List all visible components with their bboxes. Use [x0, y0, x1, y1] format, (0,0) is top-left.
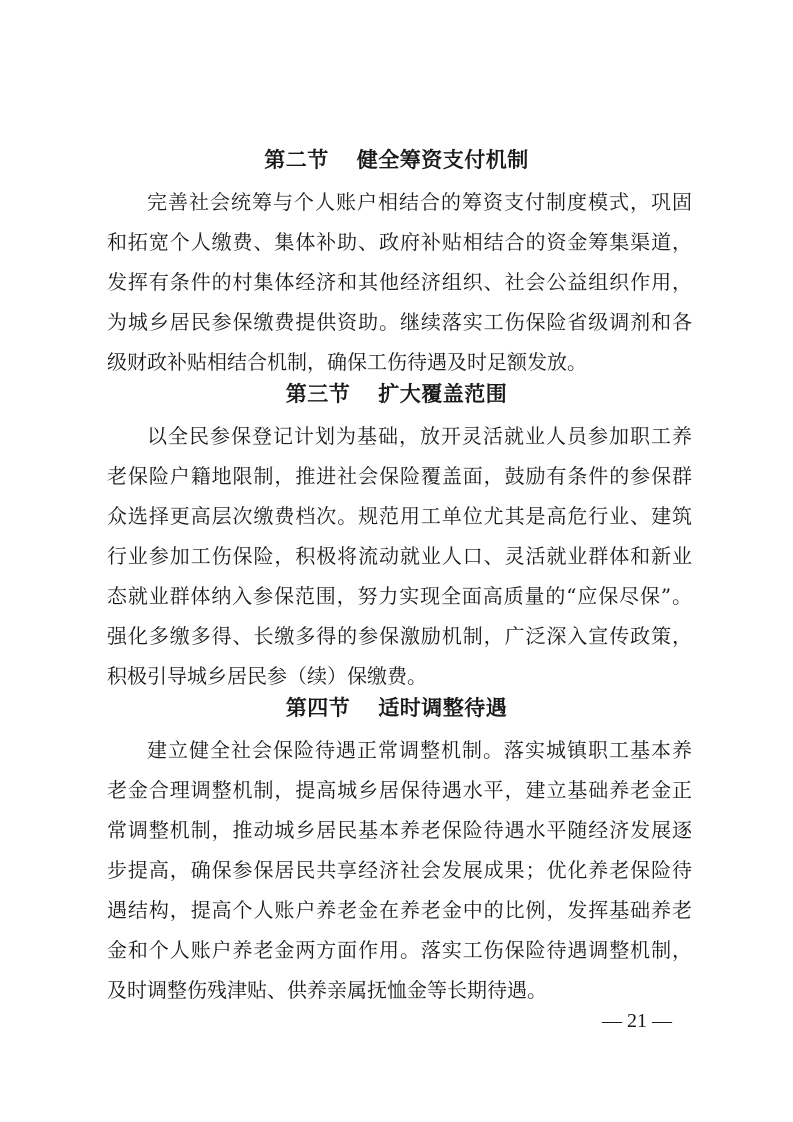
paragraph-line: 金和个人账户养老金两方面作用。落实工伤保险待遇调整机制， — [107, 938, 692, 962]
section-heading — [0, 381, 793, 407]
section-number: 第二节 — [264, 148, 329, 172]
paragraph-line: 老保险户籍地限制，推进社会保险覆盖面，鼓励有条件的参保群 — [107, 464, 692, 488]
section-number: 第三节 — [285, 382, 351, 406]
section-title: 适时调整待遇 — [378, 696, 508, 720]
section-heading — [0, 695, 793, 721]
paragraph-line: 完善社会统筹与个人账户相结合的筹资支付制度模式，巩固 — [147, 190, 692, 214]
section-number: 第四节 — [285, 696, 351, 720]
paragraph-line: 和拓宽个人缴费、集体补助、政府补贴相结合的资金筹集渠道， — [107, 230, 692, 254]
paragraph-line: 老金合理调整机制，提高城乡居保待遇水平，建立基础养老金正 — [107, 778, 692, 802]
paragraph-line: 发挥有条件的村集体经济和其他经济组织、社会公益组织作用， — [107, 270, 692, 294]
paragraph-line: 以全民参保登记计划为基础，放开灵活就业人员参加职工养 — [147, 424, 692, 448]
section-title: 扩大覆盖范围 — [378, 382, 508, 406]
section-title: 健全筹资支付机制 — [356, 148, 529, 172]
paragraph-line: 众选择更高层次缴费档次。规范用工单位尤其是高危行业、建筑 — [107, 504, 692, 528]
page-number: — 21 — — [602, 1010, 672, 1032]
paragraph-line: 强化多缴多得、长缴多得的参保激励机制，广泛深入宣传政策， — [107, 624, 692, 648]
paragraph-line: 态就业群体纳入参保范围，努力实现全面高质量的“应保尽保”。 — [107, 584, 692, 608]
paragraph-line: 遇结构，提高个人账户养老金在养老金中的比例，发挥基础养老 — [107, 898, 692, 922]
paragraph-line: 级财政补贴相结合机制，确保工伤待遇及时足额发放。 — [107, 350, 587, 374]
paragraph-line: 行业参加工伤保险，积极将流动就业人口、灵活就业群体和新业 — [107, 544, 692, 568]
paragraph-line: 建立健全社会保险待遇正常调整机制。落实城镇职工基本养 — [147, 738, 692, 762]
section-heading — [0, 147, 793, 173]
paragraph-line: 步提高，确保参保居民共享经济社会发展成果；优化养老保险待 — [107, 858, 692, 882]
paragraph-line: 为城乡居民参保缴费提供资助。继续落实工伤保险省级调剂和各 — [107, 310, 692, 334]
paragraph-line: 及时调整伤残津贴、供养亲属抚恤金等长期待遇。 — [107, 978, 547, 1002]
paragraph-line: 常调整机制，推动城乡居民基本养老保险待遇水平随经济发展逐 — [107, 818, 692, 842]
paragraph-line: 积极引导城乡居民参（续）保缴费。 — [107, 664, 427, 688]
